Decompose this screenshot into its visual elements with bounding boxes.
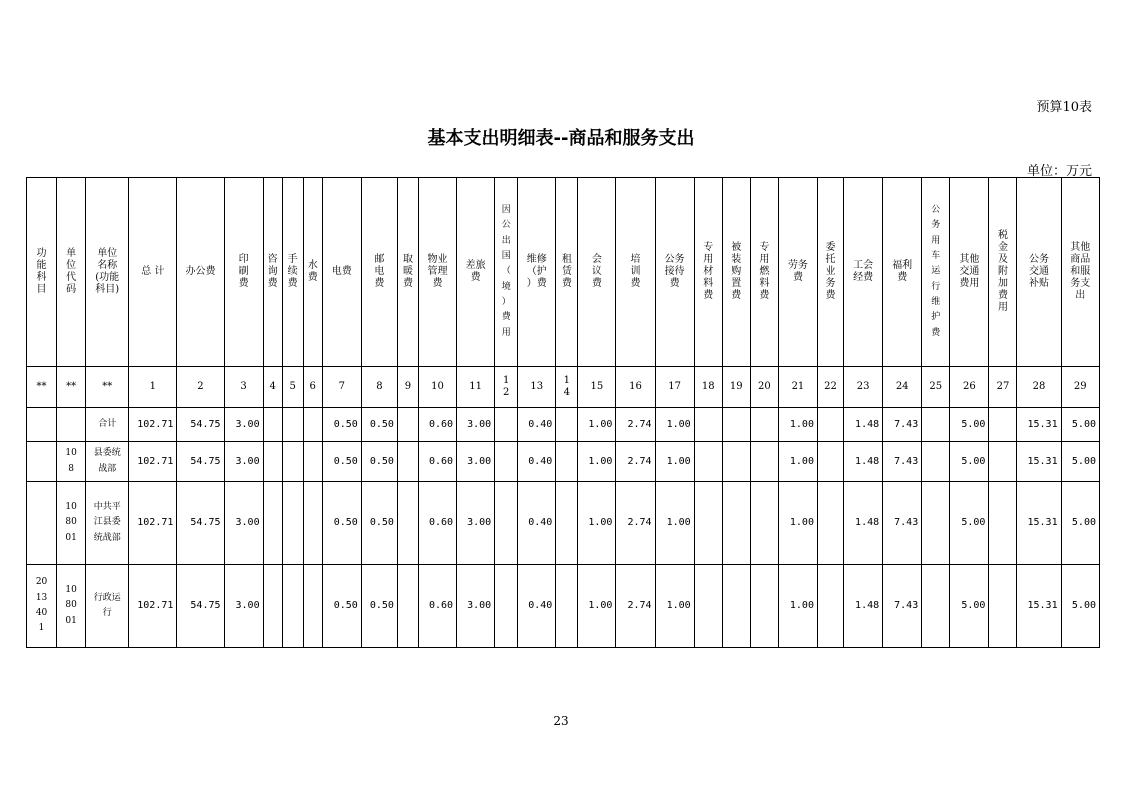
amount-cell: 2.74: [616, 408, 655, 442]
column-number: 23: [844, 367, 883, 408]
amount-cell: [303, 482, 322, 565]
column-header: 办公费: [177, 178, 224, 367]
amount-cell: 0.40: [518, 442, 556, 482]
amount-cell: [694, 442, 722, 482]
table-row: [27, 442, 1100, 482]
amount-cell: 0.40: [518, 408, 556, 442]
amount-cell: [922, 565, 950, 648]
column-header: 委 托 业 务 费: [817, 178, 843, 367]
column-header: 其他 交通 费用: [950, 178, 989, 367]
amount-cell: 0.60: [418, 565, 456, 648]
amount-cell: 0.50: [361, 482, 397, 565]
column-header: 差旅 费: [457, 178, 495, 367]
table-number: 预算10表: [1036, 100, 1092, 115]
amount-cell: [694, 408, 722, 442]
column-number: 18: [694, 367, 722, 408]
page-title: 基本支出明细表--商品和服务支出: [427, 128, 695, 149]
column-header: 物业 管理 费: [418, 178, 456, 367]
amount-cell: 3.00: [457, 442, 495, 482]
amount-cell: [722, 565, 750, 648]
column-header: 手 续 费: [282, 178, 303, 367]
amount-cell: 15.31: [1017, 408, 1061, 442]
amount-cell: [750, 408, 778, 442]
header-row: [27, 178, 1100, 367]
column-number: 10: [418, 367, 456, 408]
amount-cell: 1.00: [655, 565, 694, 648]
amount-cell: 1.48: [844, 408, 883, 442]
row-label-cell: 10 8: [57, 442, 86, 482]
amount-cell: 0.50: [361, 565, 397, 648]
amount-cell: [397, 565, 418, 648]
column-number: **: [57, 367, 86, 408]
amount-cell: 1.00: [655, 442, 694, 482]
amount-cell: 1.00: [778, 482, 817, 565]
column-header: 维修 （护 ）费: [518, 178, 556, 367]
column-number: **: [27, 367, 57, 408]
column-number: 3: [224, 367, 263, 408]
amount-cell: 2.74: [616, 565, 655, 648]
amount-cell: 7.43: [883, 408, 922, 442]
column-number: 4: [263, 367, 282, 408]
amount-cell: 0.50: [322, 482, 361, 565]
row-label-cell: 10 80 01: [57, 482, 86, 565]
column-header: 专 用 材 料 费: [694, 178, 722, 367]
amount-cell: 5.00: [950, 442, 989, 482]
column-header: 公务 交通 补贴: [1017, 178, 1061, 367]
amount-cell: [263, 482, 282, 565]
column-number: **: [86, 367, 129, 408]
column-number: 20: [750, 367, 778, 408]
amount-cell: 0.50: [322, 442, 361, 482]
amount-cell: [495, 482, 518, 565]
column-number: 2: [177, 367, 224, 408]
amount-cell: [922, 442, 950, 482]
amount-cell: 0.60: [418, 482, 456, 565]
row-label-cell: [57, 408, 86, 442]
amount-cell: 3.00: [224, 482, 263, 565]
amount-cell: [722, 408, 750, 442]
amount-cell: 0.60: [418, 442, 456, 482]
table-row: [27, 565, 1100, 648]
column-number: 1: [129, 367, 177, 408]
column-header: 取 暖 费: [397, 178, 418, 367]
amount-cell: [495, 442, 518, 482]
amount-cell: 54.75: [177, 482, 224, 565]
column-number: 5: [282, 367, 303, 408]
page-number: 23: [553, 714, 569, 728]
amount-cell: 1.00: [778, 442, 817, 482]
amount-cell: 54.75: [177, 442, 224, 482]
amount-cell: [495, 408, 518, 442]
amount-cell: [694, 565, 722, 648]
column-number: 27: [989, 367, 1017, 408]
row-label-cell: [27, 408, 57, 442]
column-number: 15: [578, 367, 616, 408]
column-header: 租 赁 费: [556, 178, 578, 367]
amount-cell: 5.00: [1061, 442, 1099, 482]
amount-cell: [817, 565, 843, 648]
column-header: 水 费: [303, 178, 322, 367]
amount-cell: 3.00: [224, 408, 263, 442]
column-number: 22: [817, 367, 843, 408]
column-header: 专 用 燃 料 费: [750, 178, 778, 367]
column-number: 13: [518, 367, 556, 408]
amount-cell: [282, 482, 303, 565]
column-header: 邮 电 费: [361, 178, 397, 367]
amount-cell: [556, 482, 578, 565]
amount-cell: 54.75: [177, 408, 224, 442]
amount-cell: 5.00: [1061, 408, 1099, 442]
amount-cell: [263, 442, 282, 482]
column-number-row: [27, 367, 1100, 408]
amount-cell: [303, 565, 322, 648]
column-header: 劳务 费: [778, 178, 817, 367]
row-label-cell: [27, 482, 57, 565]
amount-cell: 102.71: [129, 442, 177, 482]
column-header: 单位 名称 (功能 科目): [86, 178, 129, 367]
column-header: 公 务 用 车 运 行 维 护 费: [922, 178, 950, 367]
amount-cell: 1.00: [778, 408, 817, 442]
column-number: 17: [655, 367, 694, 408]
amount-cell: 3.00: [457, 482, 495, 565]
amount-cell: 7.43: [883, 565, 922, 648]
column-header: 因 公 出 国 （ 境 ） 费 用: [495, 178, 518, 367]
column-header: 电费: [322, 178, 361, 367]
column-header: 单 位 代 码: [57, 178, 86, 367]
column-number: 1 4: [556, 367, 578, 408]
amount-cell: [750, 442, 778, 482]
amount-cell: [303, 408, 322, 442]
row-label-cell: 县委统 战部: [86, 442, 129, 482]
amount-cell: 54.75: [177, 565, 224, 648]
amount-cell: 1.00: [578, 565, 616, 648]
row-label-cell: 20 13 40 1: [27, 565, 57, 648]
amount-cell: 1.00: [655, 482, 694, 565]
column-header: 被 装 购 置 费: [722, 178, 750, 367]
amount-cell: 7.43: [883, 442, 922, 482]
amount-cell: [722, 482, 750, 565]
column-header: 公务 接待 费: [655, 178, 694, 367]
column-number: 7: [322, 367, 361, 408]
column-header: 福利 费: [883, 178, 922, 367]
amount-cell: 0.50: [322, 565, 361, 648]
row-label-cell: 行政运 行: [86, 565, 129, 648]
amount-cell: [303, 442, 322, 482]
column-number: 21: [778, 367, 817, 408]
amount-cell: 7.43: [883, 482, 922, 565]
column-header: 工会 经费: [844, 178, 883, 367]
amount-cell: [989, 408, 1017, 442]
row-label-cell: 中共平 江县委 统战部: [86, 482, 129, 565]
expenditure-table: [26, 177, 1100, 648]
column-header: 其他 商品 和服 务支 出: [1061, 178, 1099, 367]
amount-cell: [495, 565, 518, 648]
column-number: 11: [457, 367, 495, 408]
column-header: 税 金 及 附 加 费 用: [989, 178, 1017, 367]
amount-cell: [397, 408, 418, 442]
amount-cell: [989, 565, 1017, 648]
amount-cell: 1.48: [844, 565, 883, 648]
amount-cell: 0.60: [418, 408, 456, 442]
amount-cell: 0.50: [361, 408, 397, 442]
amount-cell: [922, 408, 950, 442]
column-header: 功 能 科 目: [27, 178, 57, 367]
amount-cell: 5.00: [950, 482, 989, 565]
amount-cell: [817, 442, 843, 482]
column-number: 6: [303, 367, 322, 408]
amount-cell: 0.50: [322, 408, 361, 442]
amount-cell: 3.00: [224, 565, 263, 648]
column-number: 24: [883, 367, 922, 408]
amount-cell: [263, 565, 282, 648]
amount-cell: 1.00: [578, 482, 616, 565]
unit-label: 单位：万元: [1026, 164, 1092, 179]
amount-cell: 0.50: [361, 442, 397, 482]
amount-cell: [282, 565, 303, 648]
amount-cell: [556, 442, 578, 482]
amount-cell: 1.00: [778, 565, 817, 648]
amount-cell: 102.71: [129, 408, 177, 442]
column-header: 会 议 费: [578, 178, 616, 367]
column-number: 25: [922, 367, 950, 408]
column-number: 9: [397, 367, 418, 408]
amount-cell: 1.48: [844, 442, 883, 482]
column-number: 16: [616, 367, 655, 408]
column-number: 8: [361, 367, 397, 408]
amount-cell: 15.31: [1017, 482, 1061, 565]
column-header: 总 计: [129, 178, 177, 367]
amount-cell: [750, 482, 778, 565]
column-number: 29: [1061, 367, 1099, 408]
amount-cell: 2.74: [616, 482, 655, 565]
amount-cell: [397, 442, 418, 482]
amount-cell: 102.71: [129, 482, 177, 565]
column-header: 培 训 费: [616, 178, 655, 367]
amount-cell: [750, 565, 778, 648]
amount-cell: 3.00: [457, 565, 495, 648]
amount-cell: 5.00: [950, 565, 989, 648]
amount-cell: [722, 442, 750, 482]
amount-cell: [817, 408, 843, 442]
amount-cell: 15.31: [1017, 565, 1061, 648]
amount-cell: 1.48: [844, 482, 883, 565]
column-number: 26: [950, 367, 989, 408]
amount-cell: 0.40: [518, 482, 556, 565]
column-number: 19: [722, 367, 750, 408]
amount-cell: 5.00: [1061, 565, 1099, 648]
amount-cell: [263, 408, 282, 442]
amount-cell: 1.00: [578, 442, 616, 482]
amount-cell: 5.00: [950, 408, 989, 442]
row-label-cell: 10 80 01: [57, 565, 86, 648]
amount-cell: 0.40: [518, 565, 556, 648]
amount-cell: [556, 408, 578, 442]
amount-cell: 1.00: [655, 408, 694, 442]
amount-cell: 3.00: [457, 408, 495, 442]
column-header: 咨 询 费: [263, 178, 282, 367]
amount-cell: 102.71: [129, 565, 177, 648]
amount-cell: [282, 442, 303, 482]
amount-cell: 2.74: [616, 442, 655, 482]
column-header: 印 刷 费: [224, 178, 263, 367]
amount-cell: 1.00: [578, 408, 616, 442]
amount-cell: [282, 408, 303, 442]
column-number: 28: [1017, 367, 1061, 408]
row-label-cell: 合计: [86, 408, 129, 442]
amount-cell: [989, 482, 1017, 565]
amount-cell: [989, 442, 1017, 482]
amount-cell: [922, 482, 950, 565]
table-row: [27, 408, 1100, 442]
row-label-cell: [27, 442, 57, 482]
column-number: 1 2: [495, 367, 518, 408]
amount-cell: 15.31: [1017, 442, 1061, 482]
amount-cell: [397, 482, 418, 565]
table-row: [27, 482, 1100, 565]
amount-cell: [817, 482, 843, 565]
amount-cell: [556, 565, 578, 648]
amount-cell: 5.00: [1061, 482, 1099, 565]
amount-cell: [694, 482, 722, 565]
amount-cell: 3.00: [224, 442, 263, 482]
